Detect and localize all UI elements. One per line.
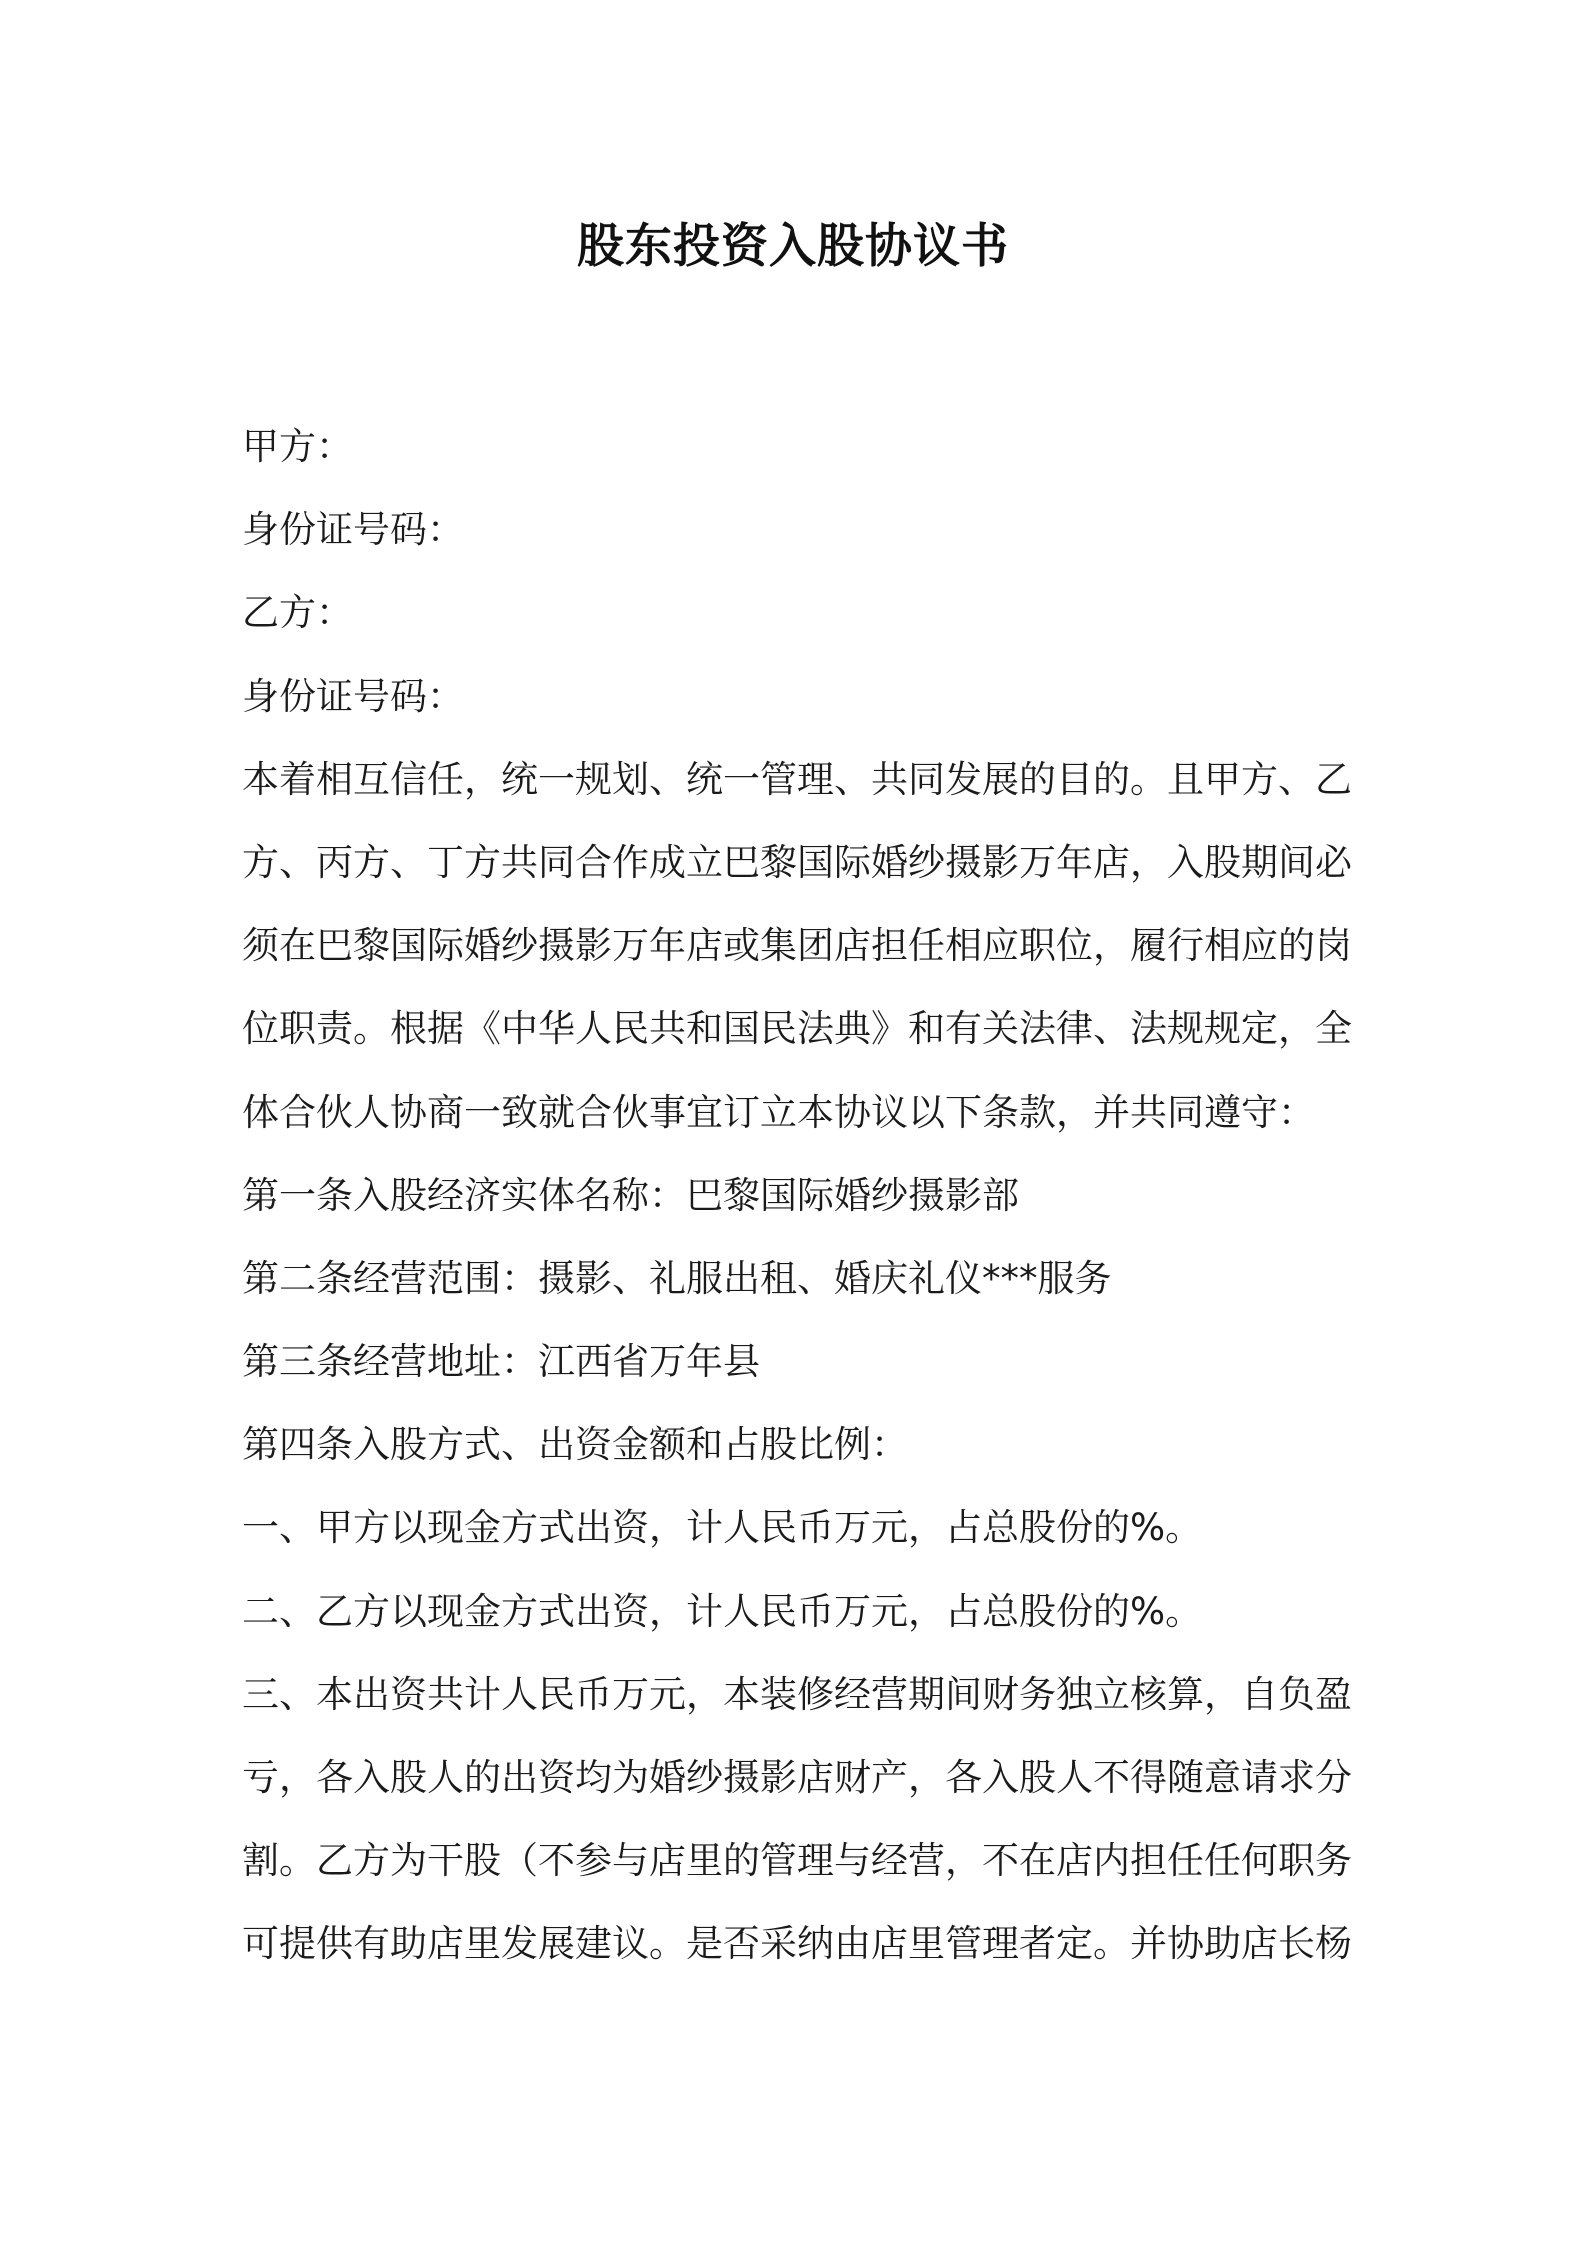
clause-3-line: 亏，各入股人的出资均为婚纱摄影店财产，各入股人不得随意请求分 <box>242 1756 1352 1799</box>
preamble-line: 方、丙方、丁方共同合作成立巴黎国际婚纱摄影万年店，入股期间必 <box>242 840 1352 884</box>
clause-2-line: 二、乙方以现金方式出资，计人民币万元，占总股份的%。 <box>242 1589 1203 1633</box>
preamble-line: 位职责。根据《中华人民共和国民法典》和有关法律、法规规定，全 <box>242 1007 1352 1051</box>
party-a-id-line: 身份证号码： <box>242 508 464 552</box>
party-b-id-line: 身份证号码： <box>242 674 464 718</box>
preamble-line: 须在巴黎国际婚纱摄影万年店或集团店担任相应职位，履行相应的岗 <box>242 924 1352 968</box>
clause-1-line: 一、甲方以现金方式出资，计人民币万元，占总股份的%。 <box>242 1506 1203 1550</box>
document-body <box>242 405 1352 1986</box>
article-3-line: 第三条经营地址：江西省万年县 <box>242 1340 760 1384</box>
article-2-line: 第二条经营范围：摄影、礼服出租、婚庆礼仪***服务 <box>242 1256 1112 1300</box>
clause-3-line: 三、本出资共计人民币万元，本装修经营期间财务独立核算，自负盈 <box>242 1672 1352 1716</box>
preamble-line: 本着相互信任，统一规划、统一管理、共同发展的目的。且甲方、乙 <box>242 757 1352 801</box>
article-4-line: 第四条入股方式、出资金额和占股比例： <box>242 1423 908 1467</box>
party-b-line: 乙方： <box>242 591 353 635</box>
document-title: 股东投资入股协议书 <box>577 219 1009 274</box>
clause-3-line: 可提供有助店里发展建议。是否采纳由店里管理者定。并协助店长杨 <box>242 1922 1352 1966</box>
article-1-line: 第一条入股经济实体名称：巴黎国际婚纱摄影部 <box>242 1173 1019 1217</box>
preamble-line: 体合伙人协商一致就合伙事宜订立本协议以下条款，并共同遵守： <box>242 1090 1315 1134</box>
clause-3-line: 割。乙方为干股（不参与店里的管理与经营，不在店内担任任何职务 <box>242 1839 1352 1883</box>
party-a-line: 甲方： <box>242 425 353 468</box>
